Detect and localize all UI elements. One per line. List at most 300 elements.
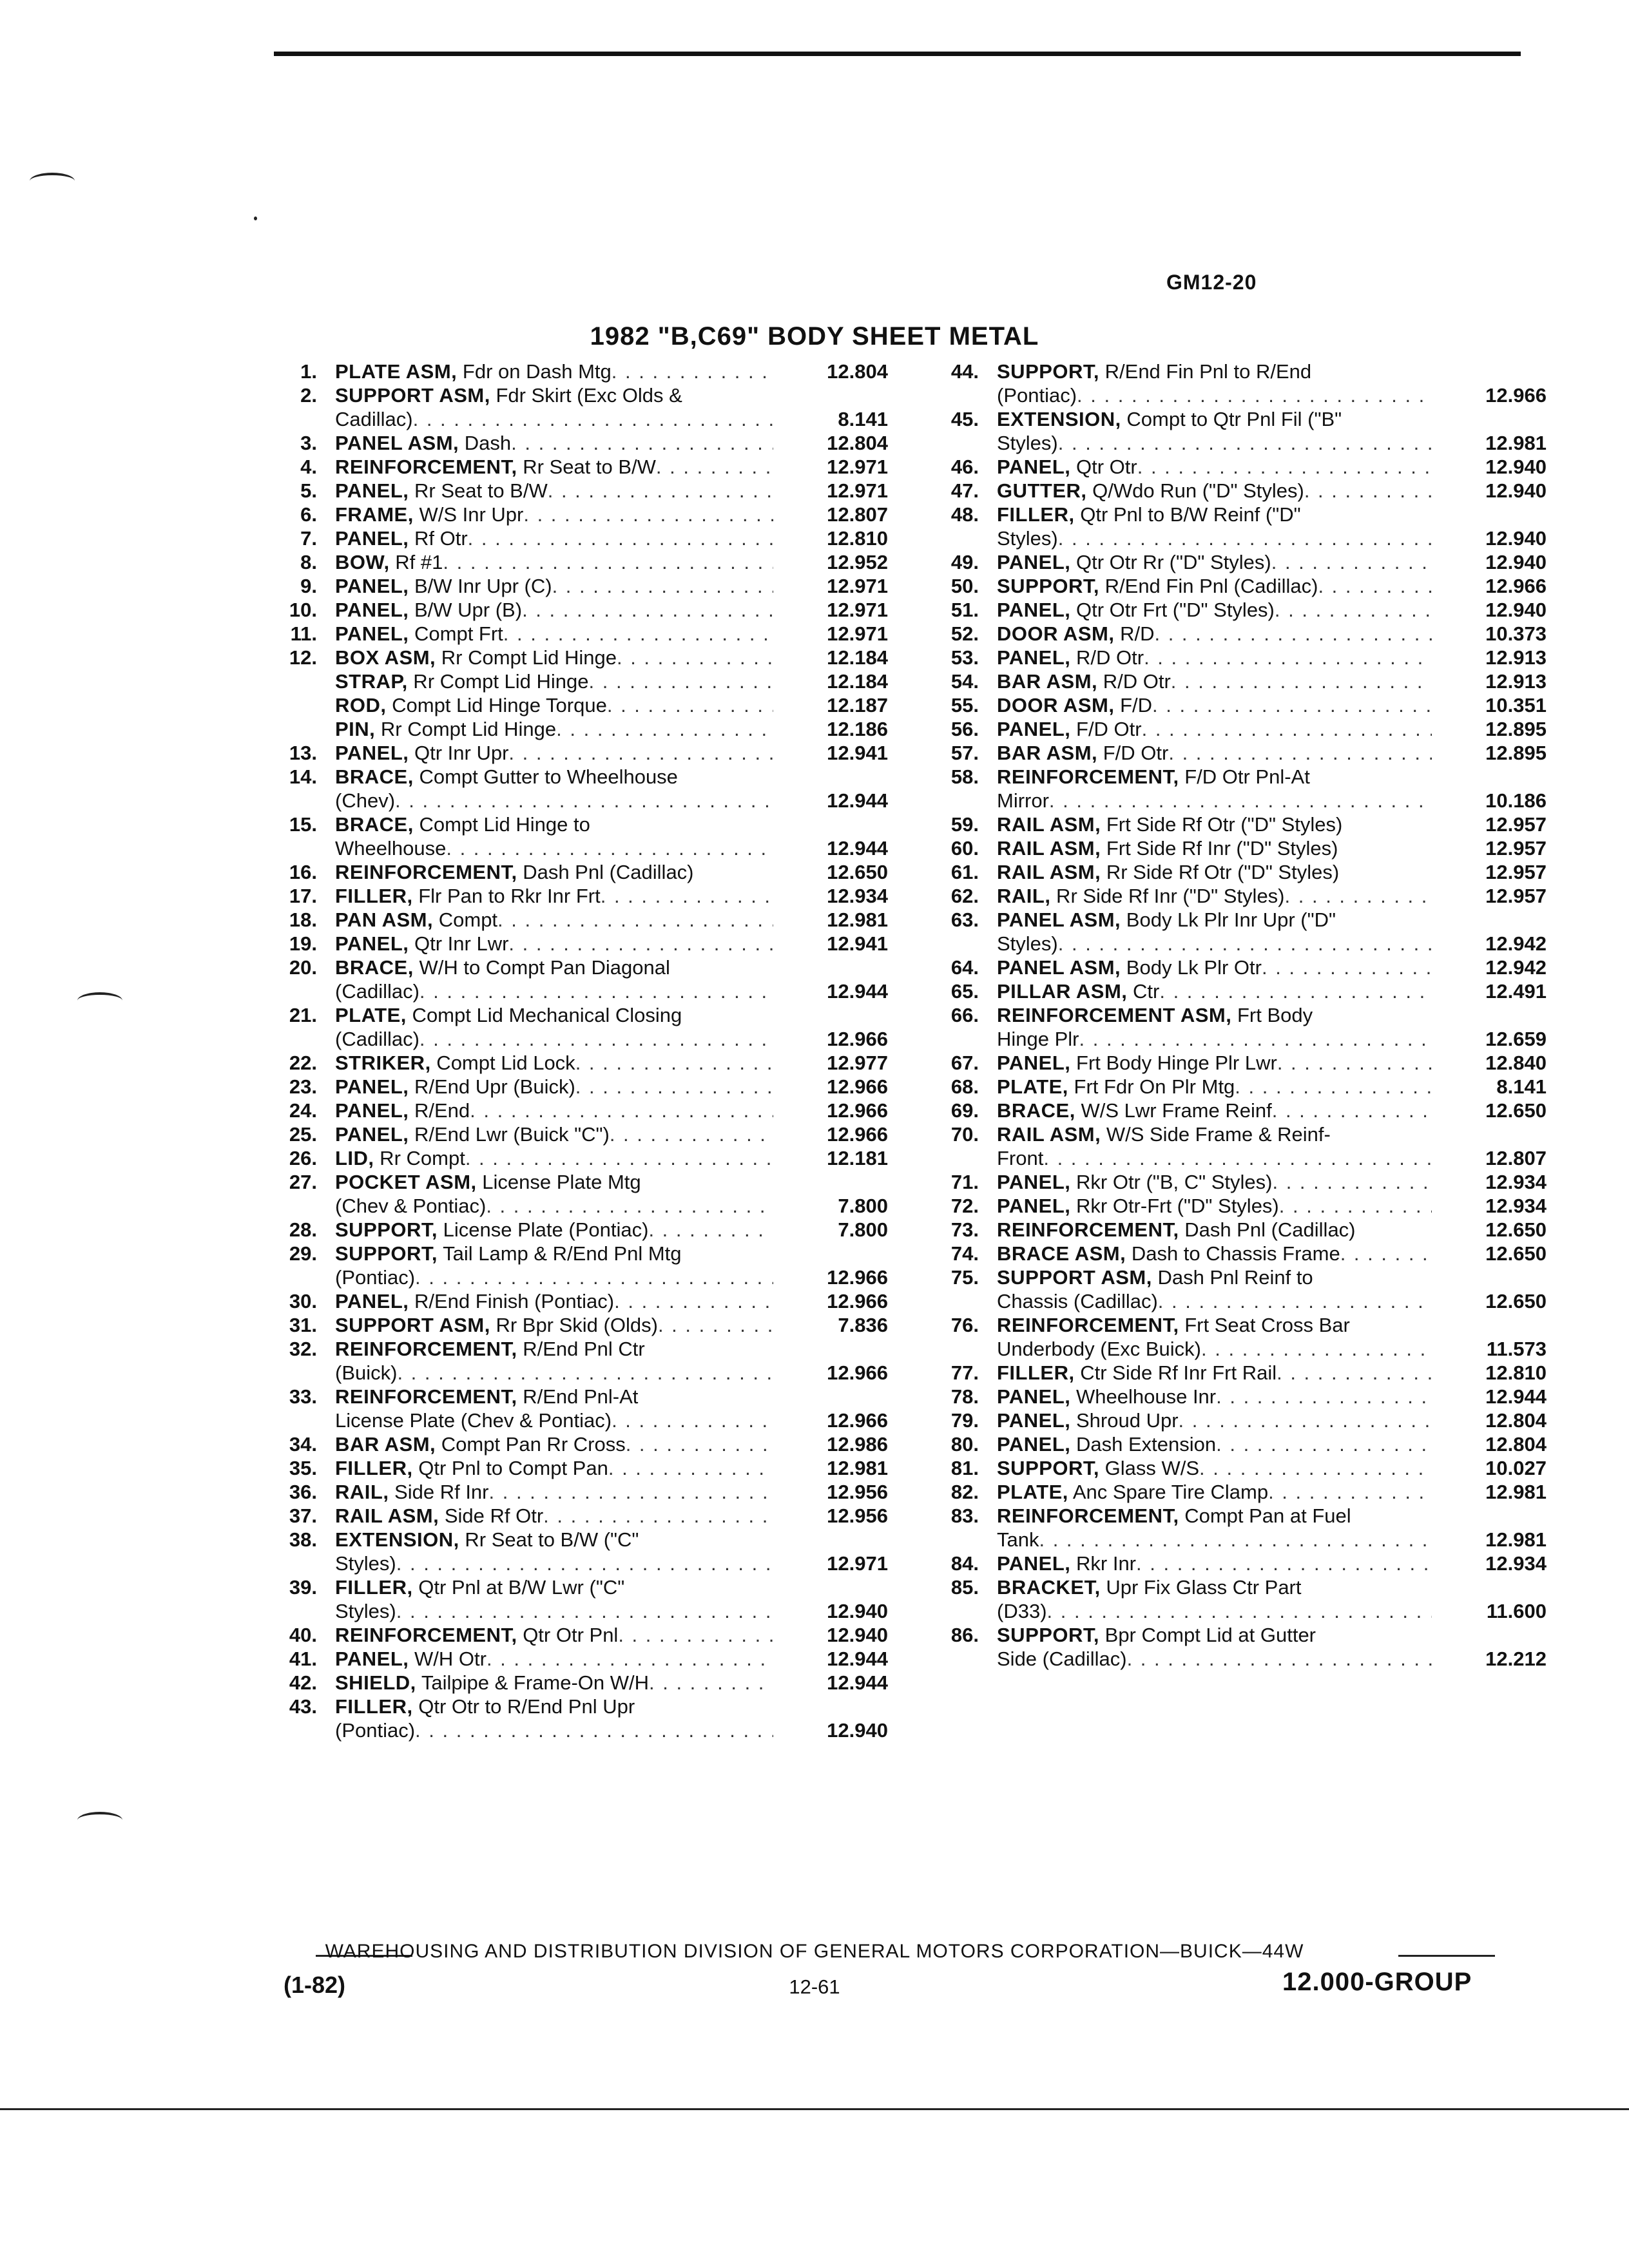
part-entry	[938, 693, 1547, 717]
dot-leader	[415, 1718, 773, 1742]
part-description: (Chev & Pontiac)	[335, 1195, 487, 1217]
part-name: DOOR ASM,	[997, 694, 1115, 716]
part-name: BRACE,	[997, 1099, 1075, 1122]
group-number: 12.966	[827, 1361, 888, 1384]
part-name: SUPPORT,	[997, 575, 1100, 597]
dot-leader	[601, 884, 773, 908]
dot-leader	[626, 1432, 773, 1456]
part-description: Frt Fdr On Plr Mtg	[1068, 1075, 1235, 1098]
group-number: 12.186	[827, 718, 888, 740]
dot-leader	[1159, 979, 1432, 1003]
part-name: REINFORCEMENT,	[997, 1504, 1179, 1527]
part-entry	[938, 1504, 1547, 1552]
dot-leader	[1356, 1218, 1432, 1242]
group-number: 12.934	[1485, 1171, 1547, 1193]
part-name: PANEL,	[997, 1552, 1071, 1575]
part-number: 68.	[950, 1075, 979, 1098]
part-number: 50.	[950, 575, 979, 597]
group-number: 12.944	[827, 837, 888, 860]
part-name: RAIL,	[997, 885, 1051, 907]
part-entry	[276, 622, 888, 646]
part-name: PANEL,	[997, 1171, 1071, 1193]
part-number: 2.	[300, 384, 317, 407]
dot-leader	[397, 1361, 773, 1385]
group-number: 12.971	[827, 479, 888, 502]
group-number: 11.573	[1486, 1338, 1547, 1360]
part-description: Tail Lamp & R/End Pnl Mtg	[438, 1242, 682, 1265]
group-number: 12.952	[827, 551, 888, 573]
dot-leader	[552, 574, 773, 598]
part-name: ROD,	[335, 694, 387, 716]
part-entry	[938, 812, 1547, 836]
part-description: Q/Wdo Run ("D" Styles)	[1086, 479, 1304, 502]
group-number: 12.804	[1485, 1433, 1547, 1456]
part-description: Ctr Side Rf Inr Frt Rail	[1074, 1361, 1277, 1384]
part-name: PIN,	[335, 718, 376, 740]
part-entry	[938, 360, 1547, 407]
part-number: 19.	[289, 932, 317, 955]
part-number: 34.	[289, 1433, 317, 1456]
part-number: 61.	[950, 861, 979, 883]
dot-leader	[1216, 1385, 1432, 1408]
group-number: 12.944	[827, 1671, 888, 1694]
part-number: 17.	[289, 885, 317, 907]
dot-leader	[1336, 908, 1432, 932]
group-number: 7.800	[838, 1195, 888, 1217]
part-number: 73.	[950, 1218, 979, 1241]
part-name: DOOR ASM,	[997, 622, 1115, 645]
group-number: 12.810	[1485, 1361, 1547, 1384]
dot-leader	[639, 1528, 773, 1552]
group-number: 12.940	[827, 1719, 888, 1742]
dot-leader	[1350, 1313, 1432, 1337]
part-number: 3.	[300, 432, 317, 454]
part-description: (D33)	[997, 1600, 1047, 1622]
part-description: Anc Spare Tire Clamp	[1068, 1481, 1269, 1503]
group-number: 12.807	[1485, 1147, 1547, 1169]
part-name: BRACKET,	[997, 1576, 1101, 1599]
dot-leader	[523, 503, 773, 526]
part-entry	[938, 503, 1547, 550]
dot-leader	[543, 1504, 773, 1528]
part-description: Styles)	[335, 1552, 396, 1575]
part-entry	[938, 884, 1547, 908]
part-description: Fdr on Dash Mtg	[457, 360, 612, 383]
part-description: Rr Seat to B/W	[409, 479, 548, 502]
group-number: 12.956	[827, 1481, 888, 1503]
part-name: RAIL ASM,	[997, 1123, 1101, 1146]
part-entry	[938, 407, 1547, 455]
dot-leader	[1271, 550, 1432, 574]
dot-leader	[465, 1146, 773, 1170]
group-number: 12.181	[827, 1147, 888, 1169]
part-name: PANEL,	[335, 622, 409, 645]
group-number: 12.966	[827, 1028, 888, 1050]
part-name: SUPPORT,	[997, 1457, 1100, 1479]
group-number: 10.373	[1485, 622, 1547, 645]
group-number: 12.659	[1485, 1028, 1547, 1050]
part-description: F/D	[1114, 694, 1153, 716]
dot-leader	[1268, 1480, 1432, 1504]
group-number: 12.971	[827, 622, 888, 645]
part-entry	[276, 1504, 888, 1528]
part-entry	[276, 550, 888, 574]
part-name: STRAP,	[335, 670, 408, 693]
scan-punch-mark	[77, 1812, 122, 1829]
part-number: 82.	[950, 1481, 979, 1503]
part-name: BRACE,	[335, 765, 414, 788]
part-entry	[276, 1170, 888, 1218]
part-description: Compt Gutter to Wheelhouse	[413, 765, 678, 788]
dot-leader	[589, 669, 773, 693]
group-number: 12.807	[827, 503, 888, 526]
part-entry	[276, 1289, 888, 1313]
part-entry	[938, 765, 1547, 812]
dot-leader	[1340, 1242, 1432, 1265]
part-description: Rkr Otr ("B, C" Styles)	[1070, 1171, 1273, 1193]
part-entry	[276, 1432, 888, 1456]
part-number: 46.	[950, 456, 979, 478]
part-name: REINFORCEMENT,	[335, 1338, 517, 1360]
part-entry	[938, 1170, 1547, 1194]
group-number: 12.940	[827, 1624, 888, 1646]
dot-leader	[1279, 1194, 1432, 1218]
dot-leader	[1342, 812, 1432, 836]
part-entry	[938, 598, 1547, 622]
dot-leader	[610, 1122, 773, 1146]
part-description: Rf #1	[389, 551, 443, 573]
part-name: PANEL,	[335, 1290, 409, 1312]
part-description: W/H Otr	[409, 1648, 487, 1670]
part-number: 24.	[289, 1099, 317, 1122]
part-entry	[938, 1575, 1547, 1623]
dot-leader	[413, 407, 773, 431]
part-description: Frt Side Rf Otr ("D" Styles)	[1101, 813, 1343, 836]
group-number: 12.966	[827, 1099, 888, 1122]
dot-leader	[1301, 503, 1432, 526]
part-description: Hinge Plr	[997, 1028, 1079, 1050]
part-entry	[276, 479, 888, 503]
part-entry	[276, 1099, 888, 1122]
group-number: 12.913	[1485, 646, 1547, 669]
dot-leader	[1302, 1575, 1432, 1599]
group-number: 12.840	[1485, 1052, 1547, 1074]
part-number: 5.	[300, 479, 317, 502]
group-number: 12.981	[1485, 432, 1547, 454]
dot-leader	[1199, 1456, 1432, 1480]
dot-leader	[575, 1075, 773, 1099]
part-entry	[276, 812, 888, 860]
part-entry	[938, 1432, 1547, 1456]
part-number: 81.	[950, 1457, 979, 1479]
part-entry	[938, 1552, 1547, 1575]
part-description: Side Rf Otr	[439, 1504, 544, 1527]
group-number: 12.940	[1485, 551, 1547, 573]
part-entry	[938, 574, 1547, 598]
group-number: 12.650	[1485, 1290, 1547, 1312]
part-description: Frt Side Rf Inr ("D" Styles)	[1101, 837, 1338, 860]
part-number: 33.	[289, 1385, 317, 1408]
part-entry	[938, 1122, 1547, 1170]
group-number: 12.940	[1485, 456, 1547, 478]
part-entry	[938, 1385, 1547, 1408]
part-number: 12.	[289, 646, 317, 669]
dot-leader	[1351, 1504, 1432, 1528]
part-description: Rr Compt	[374, 1147, 465, 1169]
part-description: Chassis (Cadillac)	[997, 1290, 1158, 1312]
dot-leader	[486, 1194, 773, 1218]
part-description: Ctr	[1127, 980, 1160, 1003]
part-entry	[276, 1337, 888, 1385]
part-description: Compt Lid Lock	[430, 1052, 575, 1074]
part-entry	[276, 1480, 888, 1504]
part-description: Compt to Qtr Pnl Fil ("B"	[1121, 408, 1342, 430]
part-number: 78.	[950, 1385, 979, 1408]
group-number: 12.971	[827, 1552, 888, 1575]
part-description: Styles)	[335, 1600, 396, 1622]
part-number: 36.	[289, 1481, 317, 1503]
part-number: 14.	[289, 765, 317, 788]
part-entry	[938, 1408, 1547, 1432]
group-number: 12.650	[1485, 1099, 1547, 1122]
part-name: LID,	[335, 1147, 374, 1169]
parts-list-left-column	[276, 360, 888, 1742]
part-description: Qtr Otr	[1070, 456, 1137, 478]
dot-leader	[656, 455, 773, 479]
part-description: Qtr Pnl to Compt Pan	[412, 1457, 608, 1479]
part-name: BOX ASM,	[335, 646, 436, 669]
part-description: (Pontiac)	[335, 1266, 416, 1289]
part-number: 69.	[950, 1099, 979, 1122]
group-number: 12.212	[1485, 1648, 1547, 1670]
part-description: Compt Lid Mechanical Closing	[406, 1004, 682, 1026]
part-number: 18.	[289, 908, 317, 931]
group-number: 12.184	[827, 670, 888, 693]
part-entry	[276, 1575, 888, 1623]
part-entry	[276, 455, 888, 479]
part-description: Frt Seat Cross Bar	[1179, 1314, 1350, 1336]
part-name: SUPPORT ASM,	[997, 1266, 1152, 1289]
part-entry	[938, 1099, 1547, 1122]
dot-leader	[1316, 1623, 1432, 1647]
dot-leader	[1277, 1051, 1432, 1075]
part-description: Bpr Compt Lid at Gutter	[1099, 1624, 1316, 1646]
part-number: 77.	[950, 1361, 979, 1384]
part-description: R/D	[1114, 622, 1155, 645]
scan-punch-mark	[77, 992, 122, 1009]
part-number: 38.	[289, 1528, 317, 1551]
group-number: 12.966	[827, 1409, 888, 1432]
part-description: Compt Pan Rr Cross	[436, 1433, 626, 1456]
part-description: Compt Lid Hinge Torque	[386, 694, 607, 716]
part-description: Styles)	[997, 432, 1058, 454]
part-description: Dash	[459, 432, 512, 454]
part-number: 6.	[300, 503, 317, 526]
dot-leader	[1047, 1599, 1432, 1623]
part-number: 21.	[289, 1004, 317, 1026]
part-entry	[276, 1313, 888, 1337]
scan-punch-mark	[30, 173, 75, 189]
part-number: 70.	[950, 1123, 979, 1146]
dot-leader	[489, 1480, 774, 1504]
footer-group-label: 12.000-GROUP	[1282, 1968, 1472, 1996]
dot-leader	[1168, 741, 1432, 765]
group-number: 12.981	[1485, 1481, 1547, 1503]
part-description: Qtr Inr Lwr	[409, 932, 509, 955]
group-number: 12.977	[827, 1052, 888, 1074]
group-number: 12.957	[1485, 813, 1547, 836]
part-description: Qtr Pnl at B/W Lwr ("C"	[412, 1576, 625, 1599]
parts-list-right-column	[938, 360, 1547, 1671]
part-entry	[938, 1194, 1547, 1218]
part-name: PLATE,	[997, 1481, 1068, 1503]
part-name: SUPPORT,	[997, 1624, 1100, 1646]
dot-leader	[682, 1003, 773, 1027]
part-description: Cadillac)	[335, 408, 413, 430]
dot-leader	[1342, 407, 1432, 431]
part-entry	[276, 1528, 888, 1575]
part-description: W/S Lwr Frame Reinf	[1075, 1099, 1272, 1122]
group-number: 12.940	[827, 1600, 888, 1622]
part-description: Dash Pnl (Cadillac)	[1179, 1218, 1356, 1241]
group-number: 12.650	[1485, 1242, 1547, 1265]
part-description: Body Lk Plr Otr	[1121, 956, 1262, 979]
part-number: 79.	[950, 1409, 979, 1432]
part-name: FILLER,	[997, 503, 1075, 526]
dot-leader	[487, 1647, 773, 1671]
part-name: PILLAR ASM,	[997, 980, 1128, 1003]
part-description: R/End Lwr (Buick "C")	[409, 1123, 610, 1146]
part-description: (Buick)	[335, 1361, 398, 1384]
dot-leader	[1142, 717, 1432, 741]
part-name: BRACE ASM,	[997, 1242, 1126, 1265]
dot-leader	[617, 646, 773, 669]
part-number: 54.	[950, 670, 979, 693]
dot-leader	[658, 1313, 773, 1337]
dot-leader	[635, 1695, 773, 1718]
dot-leader	[638, 1385, 773, 1408]
part-name: REINFORCEMENT,	[997, 1218, 1179, 1241]
part-number: 83.	[950, 1504, 979, 1527]
group-number: 12.940	[1485, 527, 1547, 550]
part-number: 15.	[289, 813, 317, 836]
part-name: PANEL ASM,	[335, 432, 459, 454]
part-description: Dash Pnl (Cadillac)	[517, 861, 694, 883]
part-description: (Cadillac)	[335, 1028, 419, 1050]
part-description: Qtr Otr to R/End Pnl Upr	[412, 1695, 635, 1718]
part-number: 72.	[950, 1195, 979, 1217]
part-description: R/End Pnl-At	[517, 1385, 639, 1408]
dot-leader	[682, 1242, 773, 1265]
dot-leader	[1158, 1289, 1432, 1313]
part-number: 31.	[289, 1314, 317, 1336]
part-number: 1.	[300, 360, 317, 383]
group-number: 12.650	[827, 861, 888, 883]
dot-leader	[443, 550, 773, 574]
part-description: Rf Otr	[409, 527, 468, 550]
part-number: 56.	[950, 718, 979, 740]
part-description: R/End Pnl Ctr	[517, 1338, 645, 1360]
top-rule	[274, 52, 1521, 56]
page-title: 1982 "B,C69" BODY SHEET METAL	[590, 322, 1039, 351]
dot-leader	[624, 1575, 773, 1599]
part-name: BRACE,	[335, 813, 414, 836]
part-name: PANEL,	[997, 646, 1071, 669]
part-number: 9.	[300, 575, 317, 597]
part-entry	[276, 1695, 888, 1742]
part-entry	[276, 1456, 888, 1480]
dot-leader	[1201, 1337, 1432, 1361]
part-description: Compt Frt	[409, 622, 503, 645]
group-number: 12.913	[1485, 670, 1547, 693]
part-number: 74.	[950, 1242, 979, 1265]
dot-leader	[396, 1552, 773, 1575]
part-entry	[938, 1623, 1547, 1671]
group-number: 12.895	[1485, 718, 1547, 740]
dot-leader	[419, 1027, 773, 1051]
part-name: PANEL,	[335, 527, 409, 550]
part-description: Qtr Otr Frt ("D" Styles)	[1070, 599, 1275, 621]
part-number: 51.	[950, 599, 979, 621]
part-entry	[938, 979, 1547, 1003]
part-description: Rr Compt Lid Hinge	[436, 646, 617, 669]
part-number: 65.	[950, 980, 979, 1003]
part-name: PANEL,	[335, 1099, 409, 1122]
part-entry	[276, 574, 888, 598]
part-name: PAN ASM,	[335, 908, 434, 931]
part-entry	[276, 1385, 888, 1432]
group-number: 8.141	[1496, 1075, 1547, 1098]
part-description: Wheelhouse Inr	[1070, 1385, 1217, 1408]
part-name: PLATE,	[997, 1075, 1068, 1098]
part-name: RAIL ASM,	[997, 813, 1101, 836]
part-name: EXTENSION,	[335, 1528, 459, 1551]
part-description: Fdr Skirt (Exc Olds &	[490, 384, 682, 407]
part-entry	[276, 1122, 888, 1146]
part-name: BOW,	[335, 551, 390, 573]
dot-leader	[590, 812, 773, 836]
dot-leader	[396, 1599, 773, 1623]
dot-leader	[1285, 884, 1432, 908]
group-number: 12.981	[827, 908, 888, 931]
part-entry	[938, 860, 1547, 884]
dot-leader	[1039, 1528, 1432, 1552]
part-number: 63.	[950, 908, 979, 931]
part-number: 85.	[950, 1576, 979, 1599]
part-description: R/D Otr	[1070, 646, 1144, 669]
part-number: 75.	[950, 1266, 979, 1289]
part-number: 80.	[950, 1433, 979, 1456]
part-entry	[938, 1075, 1547, 1099]
group-number: 12.491	[1485, 980, 1547, 1003]
dot-leader	[556, 717, 773, 741]
part-entry	[276, 1051, 888, 1075]
part-number: 59.	[950, 813, 979, 836]
bottom-rule	[0, 2108, 1629, 2110]
part-entry	[938, 1051, 1547, 1075]
group-number: 10.186	[1485, 789, 1547, 812]
part-description: (Cadillac)	[335, 980, 419, 1003]
part-description: R/End Finish (Pontiac)	[409, 1290, 615, 1312]
part-name: PANEL,	[335, 1648, 409, 1670]
group-number: 12.804	[827, 360, 888, 383]
part-name: REINFORCEMENT,	[335, 456, 517, 478]
group-number: 12.966	[827, 1266, 888, 1289]
group-number: 12.981	[827, 1457, 888, 1479]
dot-leader	[694, 860, 773, 884]
dot-leader	[678, 765, 773, 789]
dot-leader	[641, 1170, 773, 1194]
